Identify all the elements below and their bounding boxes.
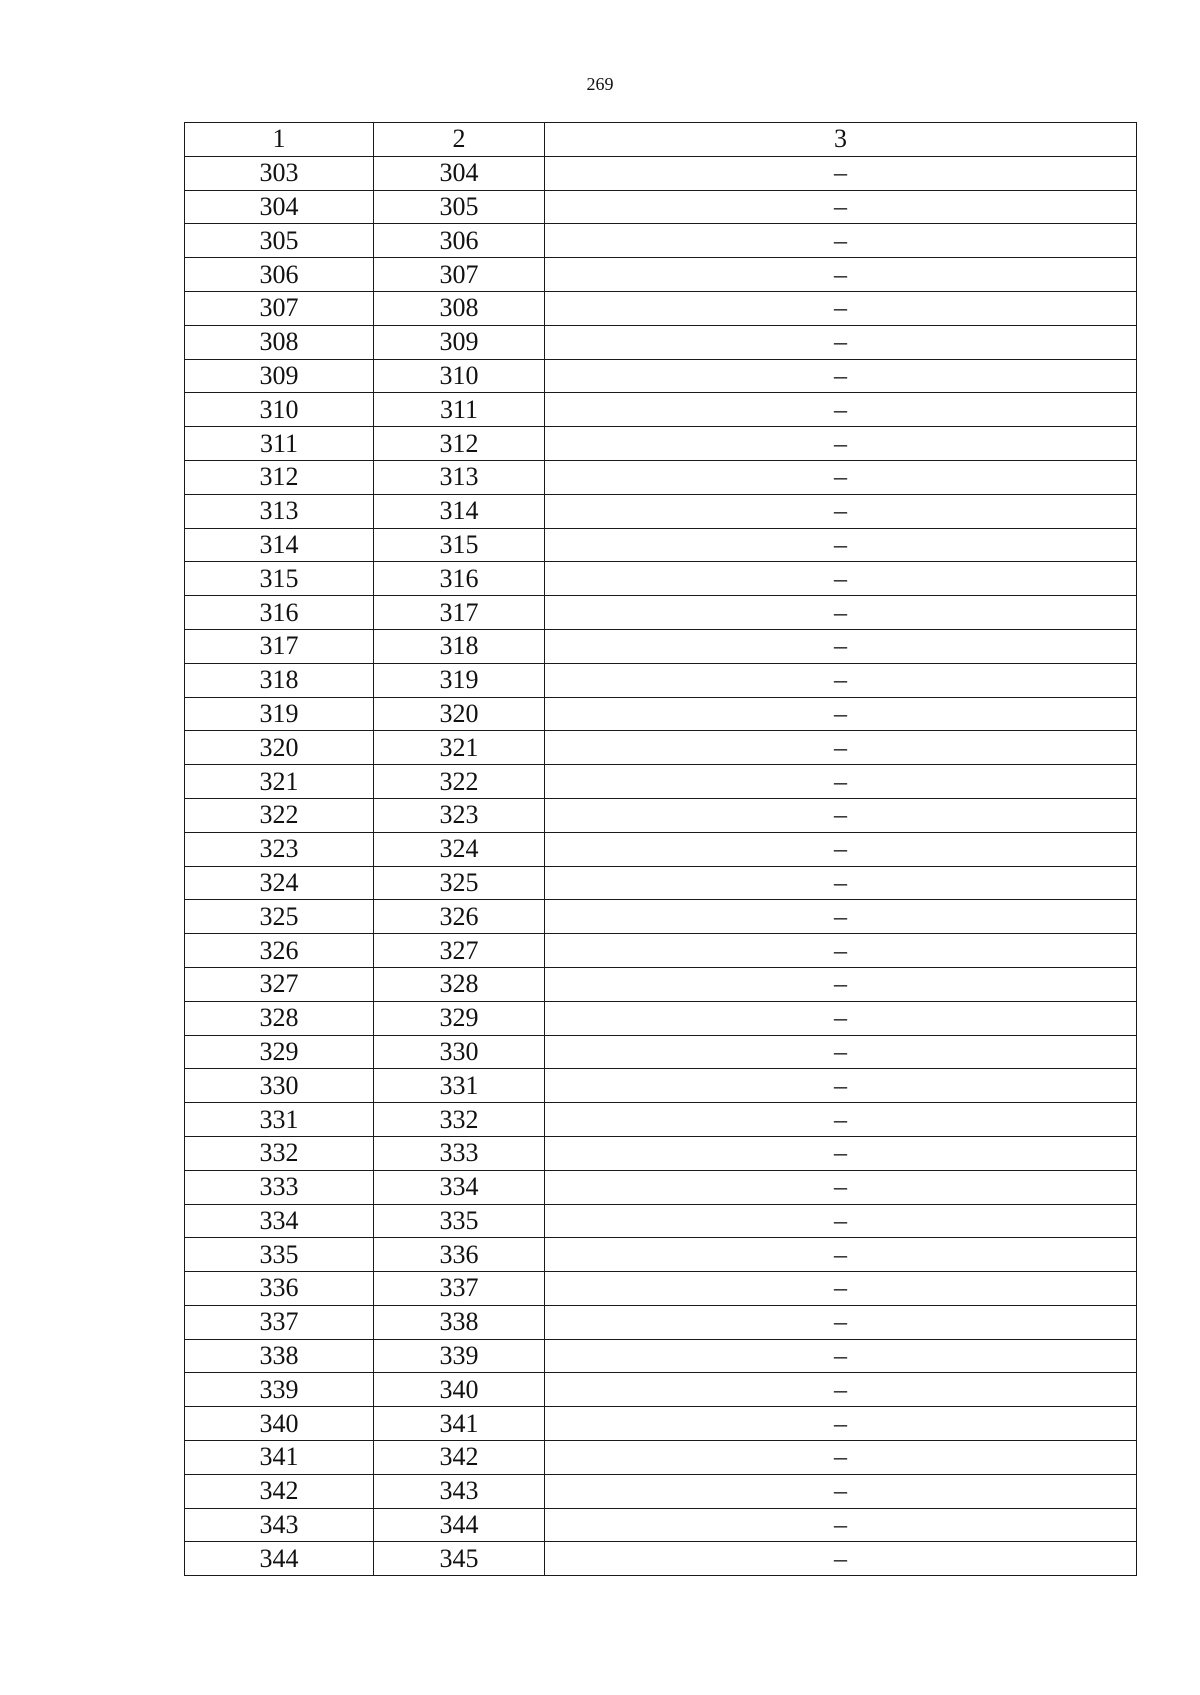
table-cell-col-2: 332 — [374, 1103, 545, 1137]
table-cell-col-3: – — [545, 731, 1137, 765]
table-cell-col-1: 306 — [185, 258, 374, 292]
table-row — [185, 427, 1137, 461]
table-cell-col-2: 338 — [374, 1305, 545, 1339]
table-cell-col-2: 341 — [374, 1407, 545, 1441]
table-cell-col-3: – — [545, 427, 1137, 461]
table-cell-col-3: – — [545, 1035, 1137, 1069]
table-cell-col-1: 339 — [185, 1373, 374, 1407]
table-row — [185, 832, 1137, 866]
table-row — [185, 460, 1137, 494]
table-cell-col-3: – — [545, 934, 1137, 968]
table-row — [185, 967, 1137, 1001]
table-cell-col-1: 305 — [185, 224, 374, 258]
table-row — [185, 1339, 1137, 1373]
table-cell-col-3: – — [545, 1238, 1137, 1272]
table-cell-col-1: 303 — [185, 156, 374, 190]
table-cell-col-2: 307 — [374, 258, 545, 292]
table-cell-col-1: 320 — [185, 731, 374, 765]
table-cell-col-3: – — [545, 697, 1137, 731]
table-cell-col-3: – — [545, 258, 1137, 292]
table-cell-col-1: 324 — [185, 866, 374, 900]
table-row — [185, 1474, 1137, 1508]
table-cell-col-3: – — [545, 325, 1137, 359]
table-cell-col-3: – — [545, 1373, 1137, 1407]
table-cell-col-1: 322 — [185, 798, 374, 832]
table-row — [185, 663, 1137, 697]
table-cell-col-2: 308 — [374, 291, 545, 325]
table-cell-col-2: 325 — [374, 866, 545, 900]
table-cell-col-1: 334 — [185, 1204, 374, 1238]
table-cell-col-2: 317 — [374, 596, 545, 630]
table-cell-col-1: 331 — [185, 1103, 374, 1137]
table-cell-col-2: 311 — [374, 393, 545, 427]
header-cell-3: 3 — [545, 123, 1137, 157]
table-cell-col-1: 326 — [185, 934, 374, 968]
table-cell-col-3: – — [545, 1001, 1137, 1035]
table-cell-col-2: 322 — [374, 765, 545, 799]
table-cell-col-2: 344 — [374, 1508, 545, 1542]
table-cell-col-2: 343 — [374, 1474, 545, 1508]
table-cell-col-1: 304 — [185, 190, 374, 224]
table-cell-col-3: – — [545, 156, 1137, 190]
table-cell-col-3: – — [545, 460, 1137, 494]
table-row — [185, 1170, 1137, 1204]
header-cell-1: 1 — [185, 123, 374, 157]
table-cell-col-3: – — [545, 1272, 1137, 1306]
table-cell-col-2: 328 — [374, 967, 545, 1001]
table-cell-col-1: 327 — [185, 967, 374, 1001]
table-row — [185, 1272, 1137, 1306]
table-cell-col-2: 310 — [374, 359, 545, 393]
table-cell-col-1: 311 — [185, 427, 374, 461]
table-row — [185, 258, 1137, 292]
table-cell-col-1: 315 — [185, 562, 374, 596]
table-cell-col-2: 327 — [374, 934, 545, 968]
table-row — [185, 359, 1137, 393]
table-cell-col-2: 333 — [374, 1136, 545, 1170]
table-cell-col-1: 318 — [185, 663, 374, 697]
table-row — [185, 1204, 1137, 1238]
table-cell-col-2: 324 — [374, 832, 545, 866]
table-cell-col-2: 335 — [374, 1204, 545, 1238]
table-row — [185, 190, 1137, 224]
table-cell-col-1: 328 — [185, 1001, 374, 1035]
table-cell-col-1: 337 — [185, 1305, 374, 1339]
header-cell-2: 2 — [374, 123, 545, 157]
table-body — [185, 123, 1137, 1576]
table-row — [185, 866, 1137, 900]
table-cell-col-1: 310 — [185, 393, 374, 427]
table-cell-col-1: 323 — [185, 832, 374, 866]
table-cell-col-1: 330 — [185, 1069, 374, 1103]
table-cell-col-1: 313 — [185, 494, 374, 528]
table-cell-col-3: – — [545, 798, 1137, 832]
table-cell-col-3: – — [545, 629, 1137, 663]
table-cell-col-3: – — [545, 494, 1137, 528]
table-row — [185, 1542, 1137, 1576]
table-row — [185, 1238, 1137, 1272]
table-row — [185, 224, 1137, 258]
table-row — [185, 325, 1137, 359]
table-cell-col-2: 313 — [374, 460, 545, 494]
table-row — [185, 1508, 1137, 1542]
table-row — [185, 1035, 1137, 1069]
table-cell-col-3: – — [545, 1204, 1137, 1238]
table-row — [185, 1069, 1137, 1103]
table-cell-col-2: 306 — [374, 224, 545, 258]
table-cell-col-2: 337 — [374, 1272, 545, 1306]
table-cell-col-2: 340 — [374, 1373, 545, 1407]
table-cell-col-3: – — [545, 596, 1137, 630]
table-row — [185, 528, 1137, 562]
page-number: 269 — [586, 74, 614, 94]
table-row — [185, 934, 1137, 968]
table-row — [185, 562, 1137, 596]
table-cell-col-2: 336 — [374, 1238, 545, 1272]
table-cell-col-2: 330 — [374, 1035, 545, 1069]
table-row — [185, 1407, 1137, 1441]
table-cell-col-2: 320 — [374, 697, 545, 731]
table-cell-col-2: 326 — [374, 900, 545, 934]
table-cell-col-2: 319 — [374, 663, 545, 697]
table-row — [185, 291, 1137, 325]
table-cell-col-1: 321 — [185, 765, 374, 799]
table-cell-col-1: 343 — [185, 1508, 374, 1542]
table-row — [185, 1441, 1137, 1475]
table-row — [185, 156, 1137, 190]
table-cell-col-1: 312 — [185, 460, 374, 494]
table-cell-col-3: – — [545, 1103, 1137, 1137]
table-cell-col-2: 315 — [374, 528, 545, 562]
table-row — [185, 596, 1137, 630]
table-cell-col-2: 334 — [374, 1170, 545, 1204]
table-cell-col-1: 319 — [185, 697, 374, 731]
table-row — [185, 798, 1137, 832]
table-cell-col-3: – — [545, 900, 1137, 934]
table-cell-col-1: 307 — [185, 291, 374, 325]
table-cell-col-3: – — [545, 1508, 1137, 1542]
table-cell-col-1: 329 — [185, 1035, 374, 1069]
table-cell-col-3: – — [545, 393, 1137, 427]
table-cell-col-1: 333 — [185, 1170, 374, 1204]
table-cell-col-1: 325 — [185, 900, 374, 934]
table-cell-col-3: – — [545, 1136, 1137, 1170]
table-row — [185, 697, 1137, 731]
table-cell-col-3: – — [545, 663, 1137, 697]
table-row — [185, 765, 1137, 799]
table-cell-col-1: 309 — [185, 359, 374, 393]
table-row — [185, 731, 1137, 765]
table-cell-col-2: 321 — [374, 731, 545, 765]
table-cell-col-1: 317 — [185, 629, 374, 663]
table-cell-col-3: – — [545, 1474, 1137, 1508]
table-cell-col-2: 323 — [374, 798, 545, 832]
table-cell-col-3: – — [545, 1305, 1137, 1339]
table-cell-col-3: – — [545, 1339, 1137, 1373]
table-cell-col-3: – — [545, 832, 1137, 866]
table-cell-col-3: – — [545, 1542, 1137, 1576]
table-cell-col-3: – — [545, 1170, 1137, 1204]
table-cell-col-1: 332 — [185, 1136, 374, 1170]
table-cell-col-3: – — [545, 1407, 1137, 1441]
table-cell-col-3: – — [545, 190, 1137, 224]
table-cell-col-1: 340 — [185, 1407, 374, 1441]
table-row — [185, 494, 1137, 528]
table-cell-col-3: – — [545, 224, 1137, 258]
table-cell-col-2: 329 — [374, 1001, 545, 1035]
table-cell-col-2: 316 — [374, 562, 545, 596]
table-cell-col-2: 339 — [374, 1339, 545, 1373]
table-cell-col-3: – — [545, 866, 1137, 900]
table-row — [185, 1305, 1137, 1339]
data-table — [184, 122, 1137, 1576]
table-cell-col-1: 308 — [185, 325, 374, 359]
table-cell-col-2: 309 — [374, 325, 545, 359]
table-cell-col-1: 341 — [185, 1441, 374, 1475]
table-cell-col-3: – — [545, 765, 1137, 799]
table-cell-col-3: – — [545, 359, 1137, 393]
table-cell-col-1: 314 — [185, 528, 374, 562]
table-header-row — [185, 123, 1137, 157]
table-cell-col-1: 316 — [185, 596, 374, 630]
table-row — [185, 1373, 1137, 1407]
table-cell-col-1: 342 — [185, 1474, 374, 1508]
table-row — [185, 1136, 1137, 1170]
table-cell-col-1: 344 — [185, 1542, 374, 1576]
table-cell-col-2: 304 — [374, 156, 545, 190]
table-cell-col-2: 342 — [374, 1441, 545, 1475]
table-cell-col-2: 345 — [374, 1542, 545, 1576]
table-cell-col-2: 331 — [374, 1069, 545, 1103]
table-row — [185, 1103, 1137, 1137]
table-cell-col-1: 338 — [185, 1339, 374, 1373]
table-cell-col-1: 336 — [185, 1272, 374, 1306]
table-cell-col-1: 335 — [185, 1238, 374, 1272]
table-cell-col-3: – — [545, 291, 1137, 325]
table-row — [185, 629, 1137, 663]
table-cell-col-2: 318 — [374, 629, 545, 663]
table-cell-col-3: – — [545, 1069, 1137, 1103]
table-cell-col-3: – — [545, 528, 1137, 562]
table-cell-col-2: 314 — [374, 494, 545, 528]
table-row — [185, 1001, 1137, 1035]
table-row — [185, 393, 1137, 427]
table-cell-col-3: – — [545, 562, 1137, 596]
table-cell-col-3: – — [545, 967, 1137, 1001]
table-cell-col-3: – — [545, 1441, 1137, 1475]
table-row — [185, 900, 1137, 934]
table-cell-col-2: 305 — [374, 190, 545, 224]
table-cell-col-2: 312 — [374, 427, 545, 461]
